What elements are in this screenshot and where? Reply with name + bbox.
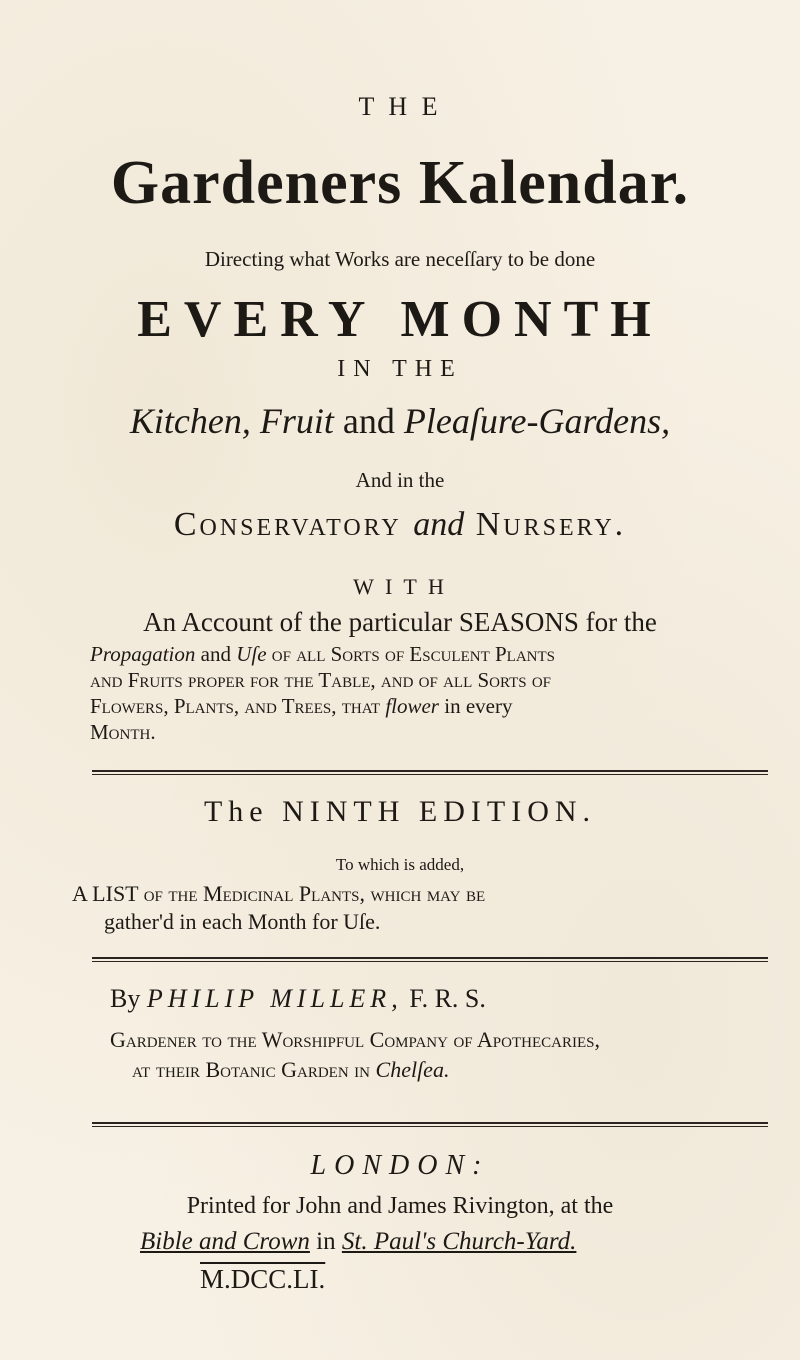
nursery-word: Nursery. <box>475 506 627 543</box>
account-line-5: Month. <box>90 720 156 744</box>
divider-2 <box>92 957 768 959</box>
church-yard: St. Paul's Church-Yard. <box>341 1228 577 1255</box>
divider-3b <box>92 1126 768 1127</box>
botanic-garden-text: at their Botanic Garden in <box>132 1057 371 1082</box>
divider-3 <box>92 1122 768 1124</box>
flowers-text: Flowers, Plants, and Trees, that <box>90 694 381 718</box>
author-name: PHILIP MILLER, <box>146 984 403 1013</box>
pleasure-gardens-word: Pleaſure-Gardens, <box>403 401 671 441</box>
chelsea-word: Chelſea. <box>375 1057 450 1082</box>
author-line <box>110 984 760 1014</box>
and-in-the: And in the <box>355 468 445 492</box>
account-and: and <box>200 642 231 666</box>
kitchen-word: Kitchen, <box>129 401 251 441</box>
fruit-word: Fruit <box>259 401 334 441</box>
esculent-text: of all Sorts of Esculent Plants <box>271 642 556 666</box>
conservatory-and: and <box>413 506 465 543</box>
account-line-3: and Fruits proper for the Table, and of all Sorts of <box>90 668 552 692</box>
to-which-added: To which is added, <box>335 855 465 874</box>
in-the: IN THE <box>337 356 463 382</box>
date-line: M.DCC.LI. <box>200 1264 326 1294</box>
account-line-1: An Account of the particular SEASONS for the <box>143 607 657 637</box>
directing-line: Directing what Works are neceſſary to be done <box>204 247 596 271</box>
printed-line: Printed for John and James Rivington, at the <box>186 1193 614 1219</box>
gardens-line <box>0 400 800 442</box>
in-word: in <box>316 1228 336 1255</box>
propagation-word: Propagation <box>90 642 196 666</box>
author-line-3 <box>132 1057 752 1083</box>
list-paragraph <box>72 880 742 936</box>
every-month: EVERY MONTH <box>137 291 663 348</box>
conservatory-word: Conservatory <box>173 506 402 543</box>
by-word: By <box>110 984 141 1013</box>
author-line-2 <box>110 1027 760 1053</box>
edition-line: The NINTH EDITION. <box>203 795 597 828</box>
bible-crown-line <box>140 1228 740 1256</box>
bible-crown: Bible and Crown <box>140 1228 310 1255</box>
list-line-1: A LIST of the Medicinal Plants, which may be <box>72 881 486 906</box>
flower-word: flower <box>385 694 439 718</box>
divider-1b <box>92 774 768 775</box>
london-line: LONDON: <box>310 1150 490 1181</box>
gardens-and: and <box>342 401 395 441</box>
title-the: T H E <box>358 92 442 121</box>
divider-1 <box>92 770 768 772</box>
use-word: Uſe <box>236 642 267 666</box>
in-every: in every <box>444 694 513 718</box>
conservatory-line <box>0 506 800 544</box>
account-paragraph <box>90 641 730 745</box>
divider-2b <box>92 961 768 962</box>
main-title: Gardeners Kalendar. <box>110 149 690 217</box>
with-line: W I T H <box>353 574 447 599</box>
list-line-2: gather'd in each Month for Uſe. <box>104 909 381 934</box>
gardener-to-text: Gardener to the Worſhipful Company of Apothecaries, <box>110 1027 600 1052</box>
frs: F. R. S. <box>409 984 486 1013</box>
